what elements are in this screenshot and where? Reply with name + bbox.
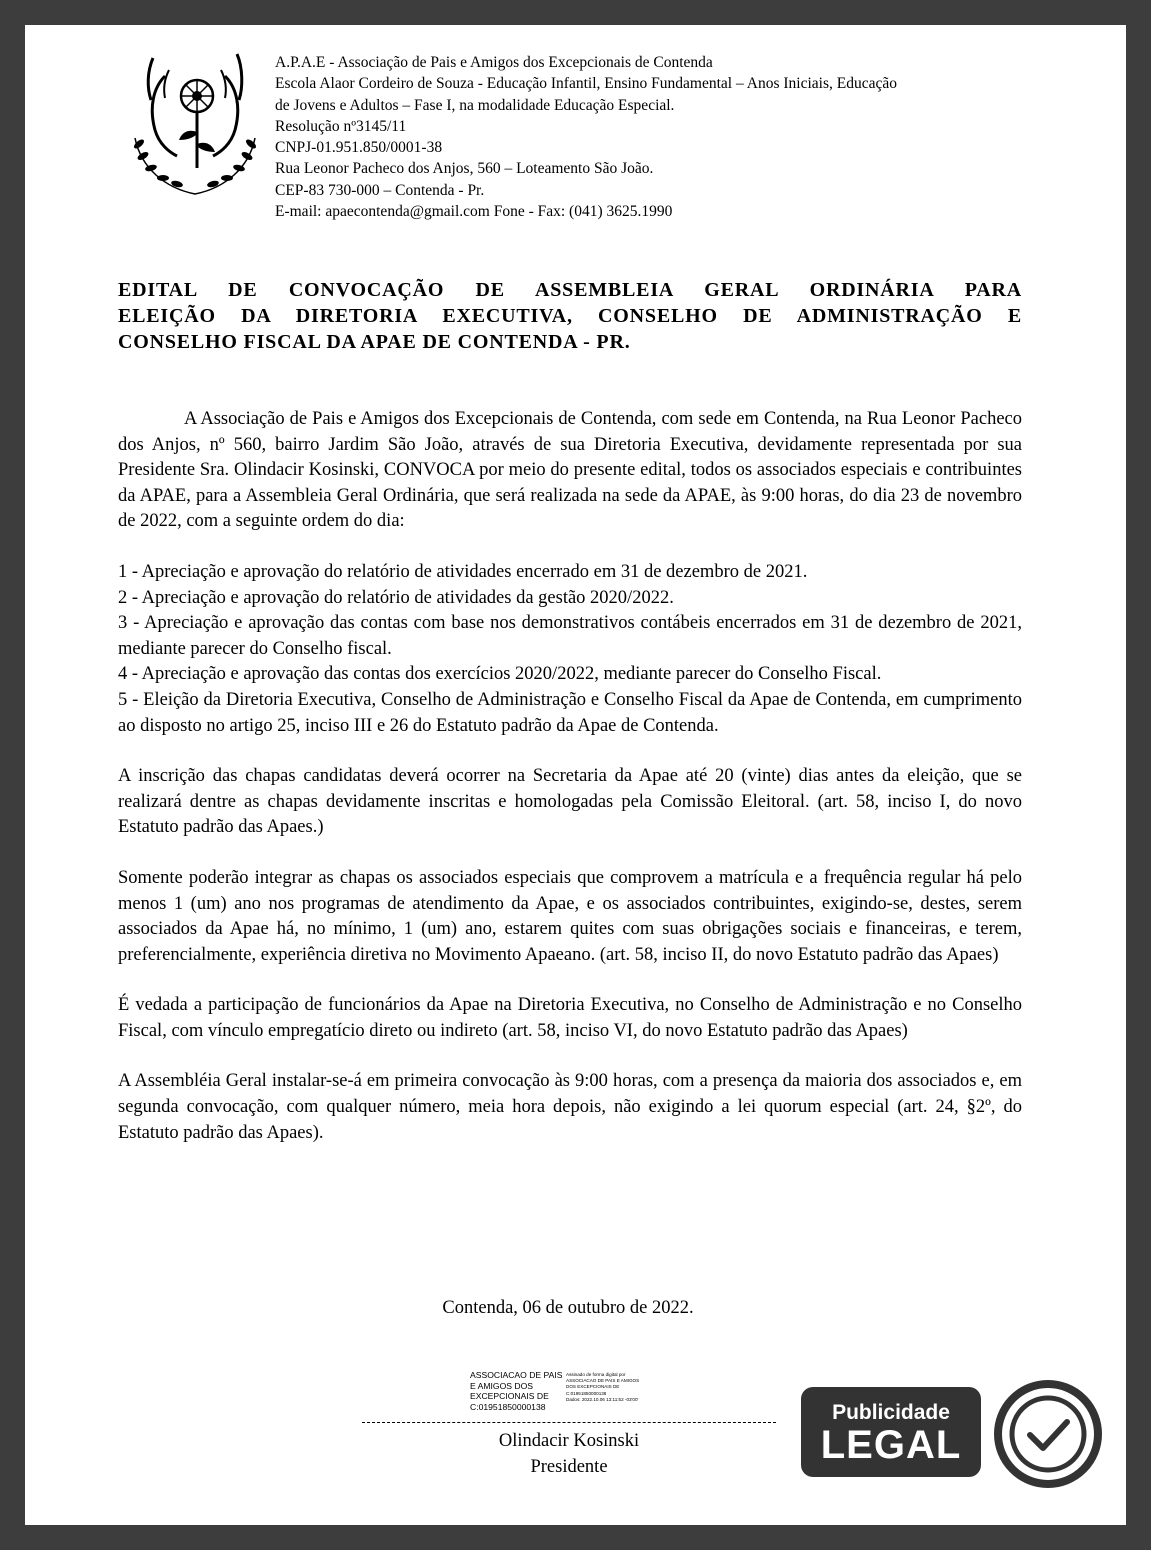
apae-logo-icon bbox=[125, 48, 265, 198]
agenda-item: 5 - Eleição da Diretoria Executiva, Conselho de Administração e Conselho Fiscal da Apae de Contenda, em cumprimento ao disposto no artigo 25, inciso III e 26 do Estatuto padrão da Apae de Contenda. bbox=[118, 689, 1022, 736]
title-line: CONSELHO FISCAL DA APAE DE CONTENDA - PR. bbox=[118, 331, 631, 353]
stamp-detail-line: Dados: 2022.10.06 13:11:52 -03'00' bbox=[566, 1396, 639, 1402]
stamp-detail-line: C:01951850000138 bbox=[566, 1390, 607, 1396]
agenda-item: 1 - Apreciação e aprovação do relatório de atividades encerrado em 31 de dezembro de 2021. bbox=[118, 561, 808, 582]
signature-line bbox=[362, 1422, 776, 1423]
dateline: Contenda, 06 de outubro de 2022. bbox=[442, 1298, 694, 1318]
letterhead-line: Escola Alaor Cordeiro de Souza - Educação Infantil, Ensino Fundamental – Anos Iniciais, Educação bbox=[275, 75, 897, 93]
stamp-details bbox=[566, 1372, 676, 1403]
letterhead-line: CNPJ-01.951.850/0001-38 bbox=[275, 139, 443, 157]
digital-signature-stamp bbox=[470, 1370, 700, 1422]
vedada-paragraph: É vedada a participação de funcionários da Apae na Diretoria Executiva, no Conselho de Administração e no Conselho Fiscal, com vínculo empregatício direto ou indireto (art. 58, inciso VI, do novo Estatuto padrão das Apaes) bbox=[118, 995, 1022, 1041]
publicidade-legal-badge bbox=[801, 1387, 981, 1477]
signer-name: Olindacir Kosinski bbox=[498, 1431, 640, 1451]
letterhead-line: A.P.A.E - Associação de Pais e Amigos dos Excepcionais de Contenda bbox=[275, 54, 713, 71]
stamp-detail-line: Assinado de forma digital por bbox=[566, 1372, 626, 1377]
stamp-name bbox=[470, 1370, 570, 1412]
signer-role: Presidente bbox=[530, 1457, 608, 1477]
assembleia-paragraph: A Assembléia Geral instalar-se-á em primeira convocação às 9:00 horas, com a presença da maioria dos associados e, em segunda convocação, com qualquer número, meia hora depois, não exigindo a lei quorum especial (art. 24, §2º, do Estatuto padrão das Apaes). bbox=[118, 1071, 1022, 1143]
document-body bbox=[118, 407, 1022, 1146]
title-line: ELEIÇÃO DA DIRETORIA EXECUTIVA, CONSELHO DE ADMINISTRAÇÃO E bbox=[118, 305, 1022, 327]
badge-line-2: LEGAL bbox=[820, 1423, 962, 1467]
letterhead-line: E-mail: apaecontenda@gmail.com Fone - Fax: (041) 3625.1990 bbox=[275, 203, 673, 221]
letterhead-line: de Jovens e Adultos – Fase I, na modalidade Educação Especial. bbox=[275, 96, 675, 114]
stamp-detail-line: DOS EXCEPCIONAIS DE bbox=[566, 1384, 620, 1390]
agenda-item: 2 - Apreciação e aprovação do relatório de atividades da gestão 2020/2022. bbox=[118, 587, 674, 608]
document-title bbox=[118, 277, 1022, 355]
somente-paragraph: Somente poderão integrar as chapas os associados especiais que comprovem a matrícula e a frequência regular há pelo menos 1 (um) ano nos programas de atendimento da Apae, e os associados contribuintes, exigindo-se, destes, serem associados da Apae há, no mínimo, 1 (um) ano, estarem quites com suas obrigações sociais e financeiras, e terem, preferencialmente, experiência diretiva no Movimento Apaeano. (art. 58, inciso II, do novo Estatuto padrão das Apaes) bbox=[118, 867, 1022, 965]
letterhead-line: Resolução nº3145/11 bbox=[275, 117, 407, 135]
agenda-item: 4 - Apreciação e aprovação das contas dos exercícios 2020/2022, mediante parecer do Conselho Fiscal. bbox=[118, 664, 882, 685]
letterhead-line: Rua Leonor Pacheco dos Anjos, 560 – Loteamento São João. bbox=[275, 160, 654, 178]
stamp-line: E AMIGOS DOS bbox=[470, 1380, 534, 1391]
stamp-line: ASSOCIACAO DE PAIS bbox=[470, 1370, 563, 1380]
signer-block bbox=[362, 1428, 776, 1480]
title-line: EDITAL DE CONVOCAÇÃO DE ASSEMBLEIA GERAL ORDINÁRIA PARA bbox=[118, 279, 1022, 301]
stamp-line: C:01951850000138 bbox=[470, 1401, 546, 1412]
letterhead bbox=[275, 52, 1035, 222]
stamp-line: EXCEPCIONAIS DE bbox=[470, 1391, 549, 1401]
agenda-item: 3 - Apreciação e aprovação das contas com base nos demonstrativos contábeis encerrados em 31 de dezembro de 2021, mediante parecer do Conselho fiscal. bbox=[118, 613, 1022, 659]
stamp-detail-line: ASSOCIACAO DE PAIS E AMIGOS bbox=[566, 1378, 640, 1384]
check-circle-icon bbox=[992, 1378, 1104, 1490]
intro-paragraph: A Associação de Pais e Amigos dos Excepcionais de Contenda, com sede em Contenda, na Rua Leonor Pacheco dos Anjos, nº 560, bairro Jardim São João, através de sua Diretoria Executiva, devidamente representada por sua Presidente Sra. Olindacir Kosinski, CONVOCA por meio do presente edital, todos os associados especiais e contribuintes da APAE, para a Assembleia Geral Ordinária, que será realizada na sede da APAE, às 9:00 horas, do dia 23 de novembro de 2022, com a seguinte ordem do dia: bbox=[118, 409, 1022, 532]
letterhead-line: CEP-83 730-000 – Contenda - Pr. bbox=[275, 181, 485, 199]
inscricao-paragraph: A inscrição das chapas candidatas deverá ocorrer na Secretaria da Apae até 20 (vinte) dias antes da eleição, que se realizará dentre as chapas devidamente inscritas e homologadas pela Comissão Eleitoral. (art. 58, inciso I, do novo Estatuto padrão das Apaes.) bbox=[118, 766, 1022, 838]
badge-line-1: Publicidade bbox=[832, 1401, 950, 1424]
